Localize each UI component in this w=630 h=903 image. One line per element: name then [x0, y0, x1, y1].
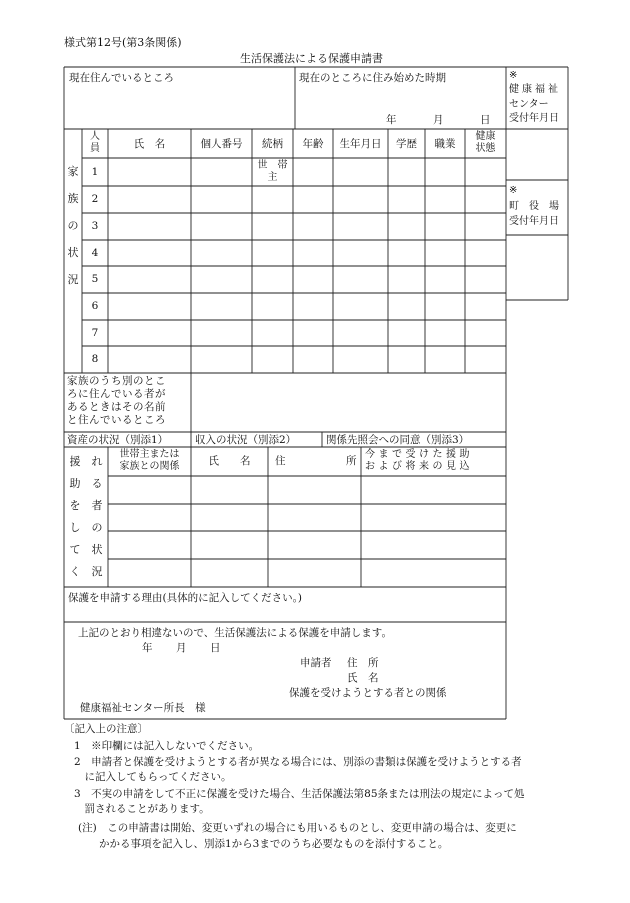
reason-label: 保護を申請する理由(具体的に記入してください。) — [68, 592, 302, 604]
row-number: 4 — [91, 247, 99, 259]
page-title: 生活保護法による保護申請書 — [240, 52, 383, 65]
header-name: 氏 名 — [133, 138, 166, 150]
applicant-label: 申請者 — [300, 657, 332, 669]
attachment-consent: 関係先照会への同意（別添3） — [326, 434, 470, 446]
support-header-address-2: 所 — [346, 455, 357, 467]
side-box-2-line1: 町 役 場 — [509, 201, 559, 212]
support-header-address-1: 住 — [275, 455, 286, 467]
side-box-2-line2: 受付年月日 — [509, 216, 559, 227]
note-item: 罰されることがあります。 — [74, 803, 210, 815]
side-box-1-line1: 健康福祉 — [509, 84, 561, 95]
declaration-year-unit: 年 — [142, 642, 153, 654]
row-number: 1 — [91, 166, 99, 178]
header-number: 人 員 — [90, 131, 100, 154]
current-address-label: 現在住んでいるところ — [69, 72, 174, 84]
applicant-address-label: 住 所 — [347, 657, 379, 669]
attachment-assets: 資産の状況（別添1） — [67, 434, 169, 446]
row-number: 2 — [91, 193, 99, 205]
declaration-text: 上記のとおり相違ないので、生活保護法による保護を申請します。 — [78, 627, 392, 639]
declaration-month-unit: 月 — [176, 642, 187, 654]
declaration-day-unit: 日 — [210, 642, 221, 654]
note-item: に記入してもらってください。 — [74, 771, 232, 783]
attachment-income: 収入の状況（別添2） — [195, 434, 297, 446]
header-health: 健康 状態 — [475, 131, 496, 154]
family-section-label: 家 族 の 状 況 — [67, 165, 79, 286]
support-section-label: 援 れ 助 る を 者 し の て 状 く 況 — [69, 455, 103, 578]
applicant-name-label: 氏 名 — [347, 672, 379, 684]
side-box-1-line2: センター — [509, 99, 549, 110]
header-personal-number: 個人番号 — [200, 138, 243, 150]
row-number: 7 — [91, 327, 99, 339]
note-item: 1 ※印欄には記入しないでください。 — [74, 740, 260, 752]
residence-year-unit: 年 — [386, 114, 397, 126]
header-age: 年齢 — [302, 138, 324, 150]
support-header-relation: 世帯主または 家族との関係 — [119, 449, 180, 472]
side-box-2-mark: ※ — [509, 185, 518, 196]
row-number: 5 — [91, 273, 99, 285]
residence-month-unit: 月 — [433, 114, 444, 126]
residence-day-unit: 日 — [480, 114, 491, 126]
caution-line-2: かかる事項を記入し、別添1から3までのうち必要なものを添付すること。 — [78, 838, 449, 850]
note-item: 3 不実の申請をして不正に保護を受けた場合、生活保護法第85条または刑法の規定によって処 — [74, 788, 525, 800]
head-of-household-label: 世 帯 主 — [257, 160, 288, 183]
form-number: 様式第12号(第3条関係) — [64, 36, 182, 49]
notes-heading: 〔記入上の注意〕 — [64, 723, 148, 735]
note-item: 2 申請者と保護を受けようとする者が異なる場合には、別添の書類は保護を受けようとする者 — [74, 756, 522, 768]
support-header-assistance: 今まで受けた援助 および将来の見込 — [365, 449, 473, 472]
caution-line-1: (注) この申請書は開始、変更いずれの場合にも用いるものとし、変更申請の場合は、変更に — [78, 822, 517, 834]
header-education: 学歴 — [396, 138, 417, 150]
residence-start-label: 現在のところに住み始めた時期 — [299, 72, 446, 84]
side-box-1-mark: ※ — [509, 70, 518, 81]
row-number: 8 — [91, 353, 99, 365]
row-number: 6 — [91, 300, 99, 312]
separated-family-label: 家族のうち別のとこ ろに住んでいる者が あるときはその名前 と住んでいるところ — [67, 375, 166, 426]
row-number: 3 — [91, 220, 99, 232]
applicant-relation-label: 保護を受けようとする者との関係 — [289, 687, 447, 699]
side-box-1-line3: 受付年月日 — [509, 113, 559, 124]
header-relationship: 続柄 — [262, 138, 283, 150]
support-header-name: 氏 名 — [208, 455, 251, 467]
header-occupation: 職業 — [434, 138, 456, 150]
addressee: 健康福祉センター所長 様 — [80, 702, 206, 714]
header-birthdate: 生年月日 — [339, 138, 382, 150]
